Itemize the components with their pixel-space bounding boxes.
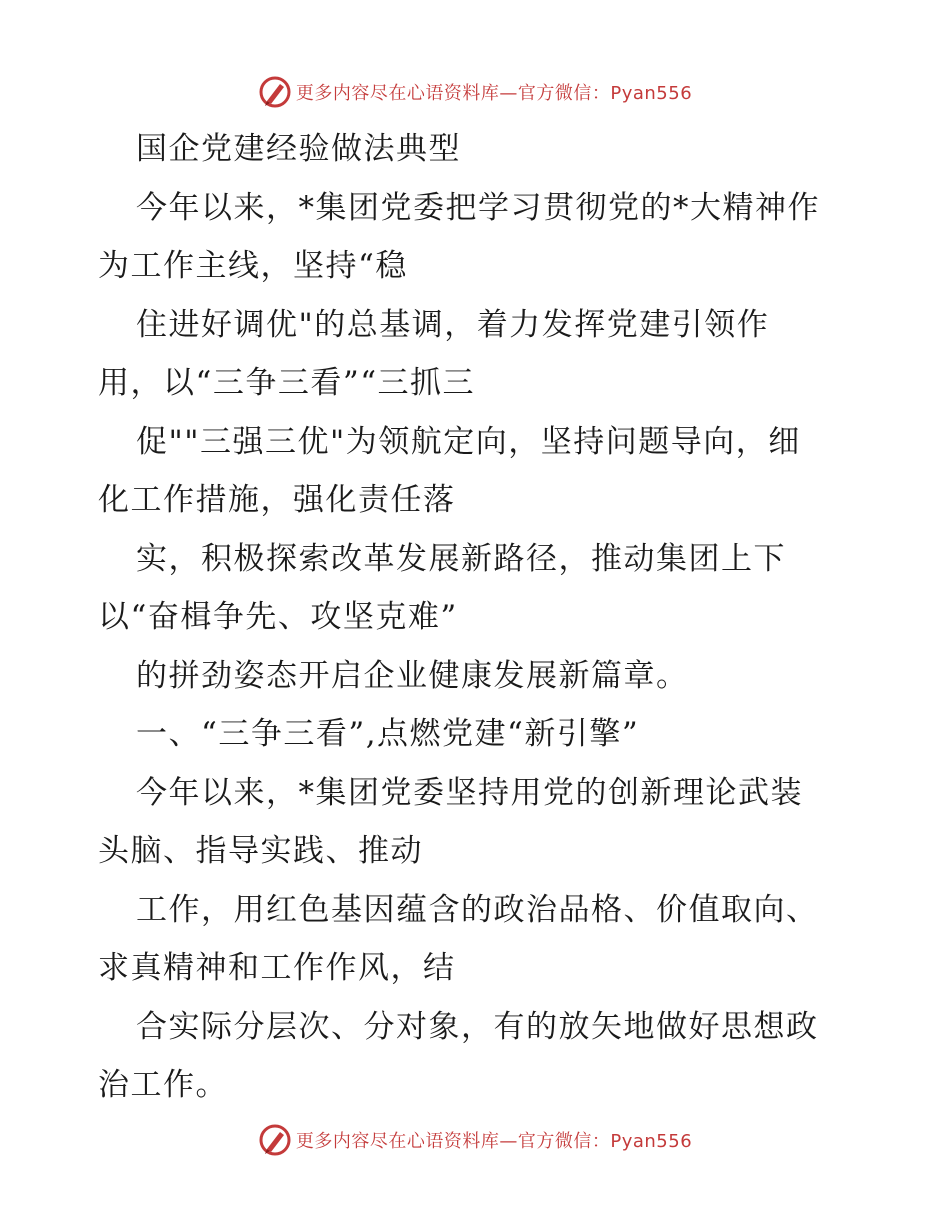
text-line: 治工作。 (98, 1067, 228, 1103)
document-body (98, 120, 858, 1115)
text-line: 合实际分层次、分对象，有的放矢地做好思想政 (136, 1008, 819, 1045)
text-line: 实，积极探索改革发展新路径，推动集团上下 (136, 540, 786, 577)
text-line: 以“奋楫争先、攻坚克难” (98, 599, 458, 635)
text-line: 国企党建经验做法典型 (136, 131, 461, 167)
text-line: 求真精神和工作作风，结 (98, 950, 456, 986)
text-line: 住进好调优"的总基调，着力发挥党建引领作 (136, 306, 770, 343)
pen-logo-icon (258, 1123, 292, 1157)
text-line: 工作，用红色基因蕴含的政治品格、价值取向、 (136, 891, 819, 928)
text-line: 头脑、指导实践、推动 (98, 833, 423, 869)
banner-text: 更多内容尽在心语资料库—官方微信：Pyan556 (295, 83, 693, 104)
text-line: 今年以来，*集团党委坚持用党的创新理论武装 (136, 774, 803, 811)
text-line: 的拼劲姿态开启企业健康发展新篇章。 (136, 657, 689, 694)
text-line: 用，以“三争三看”“三抓三 (98, 365, 476, 401)
pen-logo-icon (258, 75, 292, 109)
text-line: 一、“三争三看”,点燃党建“新引擎” (136, 716, 640, 752)
text-line: 为工作主线，坚持“稳 (98, 248, 408, 284)
banner-text: 更多内容尽在心语资料库—官方微信：Pyan556 (295, 1131, 693, 1152)
footer-banner (0, 1120, 950, 1160)
text-line: 今年以来，*集团党委把学习贯彻党的*大精神作 (136, 189, 820, 226)
header-banner (0, 72, 950, 112)
text-line: 化工作措施，强化责任落 (98, 482, 456, 518)
text-line: 促""三强三优"为领航定向，坚持问题导向，细 (136, 423, 801, 460)
